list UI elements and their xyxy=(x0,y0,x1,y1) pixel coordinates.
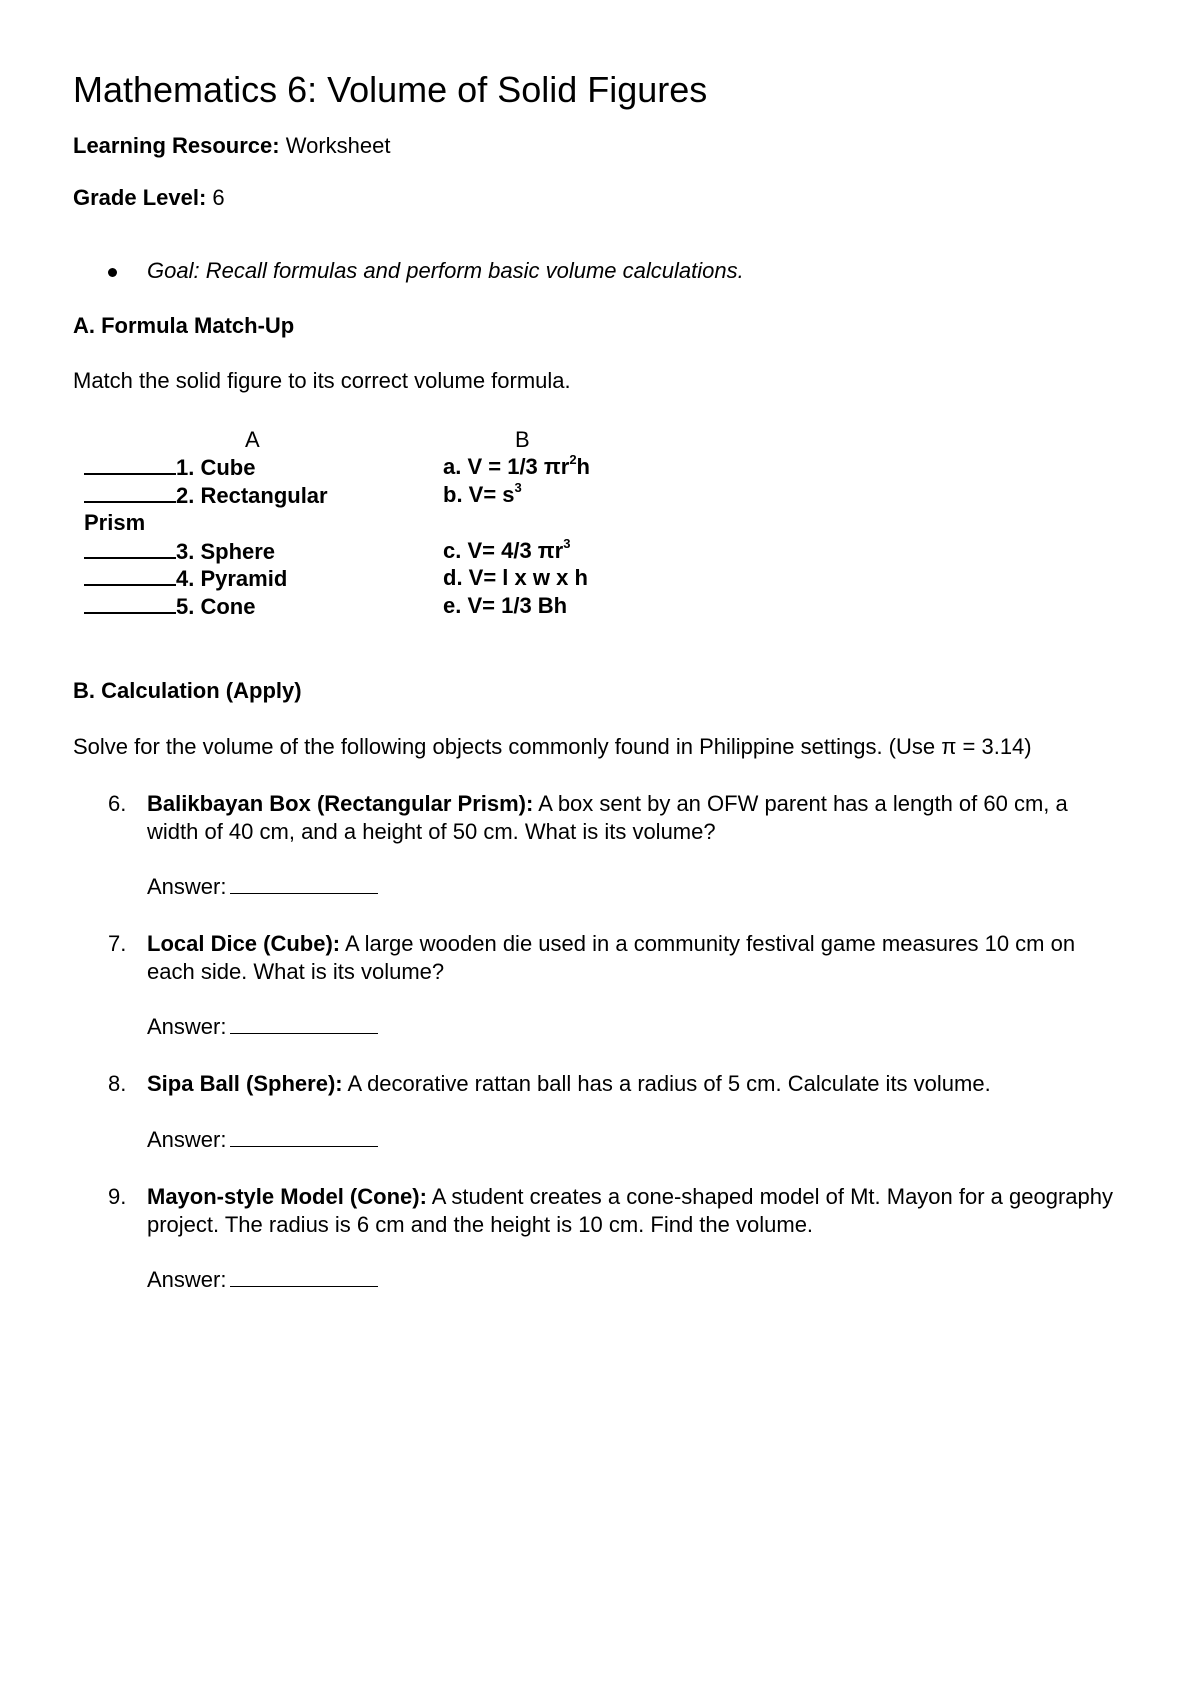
answer-blank[interactable] xyxy=(84,564,176,586)
question-9-answer: Answer: xyxy=(147,1266,378,1294)
question-8-answer: Answer: xyxy=(147,1126,378,1154)
column-a-header: A xyxy=(245,427,260,452)
answer-blank[interactable] xyxy=(230,1126,378,1147)
answer-blank[interactable] xyxy=(84,592,176,614)
formula-e: e. V= 1/3 Bh xyxy=(443,593,568,618)
answer-blank[interactable] xyxy=(84,481,176,503)
formula-b: b. $V= s^3$ xyxy=(443,479,522,507)
page-title: Mathematics 6: Volume of Solid Figures xyxy=(73,69,708,110)
learning-resource-line xyxy=(73,132,390,160)
answer-blank[interactable] xyxy=(84,453,176,475)
question-7-answer: Answer: xyxy=(147,1013,378,1041)
formula-a: a. V = 1/3 $\pi r^2h$ xyxy=(443,451,590,479)
match-item-2-continued: Prism xyxy=(84,510,146,535)
question-9-number: 9. xyxy=(108,1184,127,1209)
match-item-5: 5. Cone xyxy=(84,592,255,621)
answer-blank[interactable] xyxy=(230,1266,378,1287)
question-6-number: 6. xyxy=(108,791,127,816)
section-b-heading: B. Calculation (Apply) xyxy=(73,678,302,703)
section-a-heading: A. Formula Match-Up xyxy=(73,313,295,338)
question-6-text: Balikbayan Box (Rectangular Prism): A box sent by an OFW parent has a length of 60 cm, a width of 40 cm, and a height of 50 cm. What is its volume? xyxy=(147,791,1068,844)
answer-blank[interactable] xyxy=(84,537,176,559)
match-item-1: 1. Cube xyxy=(84,453,255,482)
question-7-number: 7. xyxy=(108,931,127,956)
answer-blank[interactable] xyxy=(230,1013,378,1034)
answer-blank[interactable] xyxy=(230,873,378,894)
grade-level-line xyxy=(73,184,225,212)
question-9-text: Mayon-style Model (Cone): A student creates a cone-shaped model of Mt. Mayon for a geography project. The radius is 6 cm and the height is 10 cm. Find the volume. xyxy=(147,1184,1113,1237)
question-7-text: Local Dice (Cube): A large wooden die used in a community festival game measures 10 cm on each side. What is its volume? xyxy=(147,931,1076,984)
learning-resource-value: Worksheet xyxy=(285,133,391,158)
formula-c: c. V= 4/3 $\pi r^3$ xyxy=(443,535,571,563)
bullet-icon xyxy=(108,268,117,277)
question-8-text: Sipa Ball (Sphere): A decorative rattan ball has a radius of 5 cm. Calculate its volume. xyxy=(147,1071,991,1096)
grade-level-label: Grade Level: xyxy=(73,185,207,210)
section-b-instruction: Solve for the volume of the following objects commonly found in Philippine settings. (Use π = 3.14) xyxy=(73,734,1032,759)
match-item-3: 3. Sphere xyxy=(84,537,275,566)
column-b-header: B xyxy=(515,427,530,452)
match-item-4: 4. Pyramid xyxy=(84,564,287,593)
question-6-answer: Answer: xyxy=(147,873,378,901)
goal-text: Goal: Recall formulas and perform basic volume calculations. xyxy=(147,258,744,283)
grade-level-value: 6 xyxy=(212,185,225,210)
section-a-instruction: Match the solid figure to its correct volume formula. xyxy=(73,368,571,393)
formula-d: d. V= l x w x h xyxy=(443,565,588,590)
learning-resource-label: Learning Resource: xyxy=(73,133,280,158)
question-8-number: 8. xyxy=(108,1071,127,1096)
match-item-2: 2. Rectangular xyxy=(84,481,328,510)
